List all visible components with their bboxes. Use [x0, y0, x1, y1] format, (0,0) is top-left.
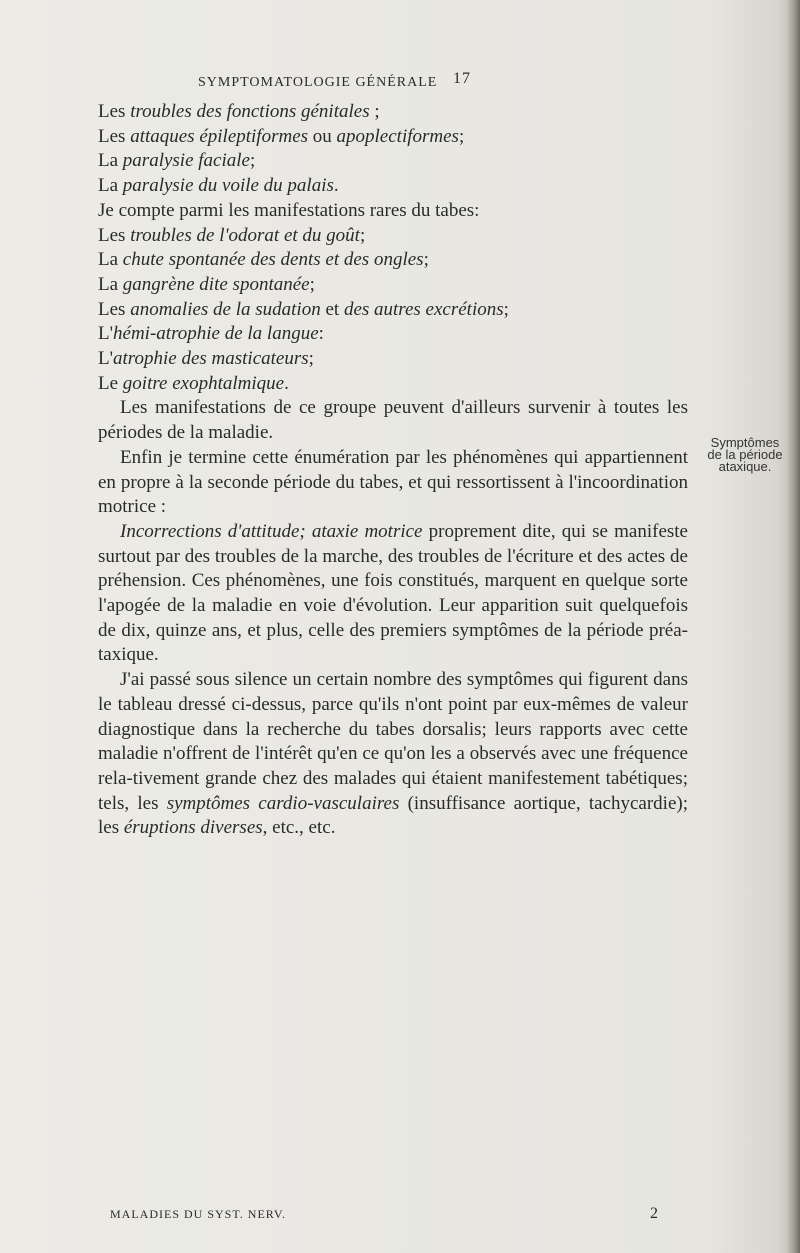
list-item: Les troubles de l'odorat et du goût;: [98, 224, 366, 246]
margin-note-line: ataxique.: [718, 459, 772, 474]
paragraph: Je compte parmi les manifestations rares du tabes:: [98, 199, 480, 221]
margin-note: [700, 437, 790, 473]
list-item: La chute spontanée des dents et des ongles;: [98, 249, 429, 271]
paragraph: Enfin je termine cette énumération par les phénomènes qui appartiennent en propre à la seconde période du tabes, et qui ressortissent à l'incoordination motrice :: [98, 446, 688, 518]
page-edge: [786, 0, 800, 1253]
paragraph: Incorrections d'attitude; ataxie motrice proprement dite, qui se manifeste surtout par des troubles de la marche, des troubles de l'écriture et des actes de préhension. Ces phénomènes, une fois constitués, marquent en quelque sorte l'apogée de la maladie en voie d'évolution. Leur apparition suit quelquefois de dix, quinze ans, et plus, celle des premiers symptômes de la période préa-taxique.: [98, 520, 688, 666]
footer: [110, 1205, 659, 1222]
margin-note-line: de la période: [707, 447, 783, 462]
list-item: L'atrophie des masticateurs;: [98, 348, 314, 370]
paragraph: Les manifestations de ce groupe peuvent d'ailleurs survenir à toutes les périodes de la maladie.: [98, 397, 688, 444]
list-item: Les attaques épileptiformes ou apoplectiformes;: [98, 125, 465, 147]
signature-mark: 2: [650, 1205, 659, 1222]
margin-note-line: Symptômes: [710, 435, 780, 450]
body-text: [98, 100, 688, 841]
list-item: L'hémi-atrophie de la langue:: [98, 323, 324, 345]
footer-text: MALADIES DU SYST. NERV.: [110, 1207, 286, 1221]
list-item: La gangrène dite spontanée;: [98, 273, 315, 295]
list-item: Les troubles des fonctions génitales ;: [98, 101, 380, 122]
paragraph: J'ai passé sous silence un certain nombre des symptômes qui figurent dans le tableau dressé ci-dessus, parce qu'ils n'ont point par eux-mêmes de valeur diagnostique dans la recherche du tabes dorsalis; leurs rapports avec cette maladie n'offrent de l'intérêt qu'en ce qu'on les a observés avec une fréquence rela-tivement grande chez des malades qui étaient manifestement tabétiques; tels, les symptômes cardio-vasculaires (insuffisance aortique, tachycardie); les éruptions diverses, etc., etc.: [98, 669, 688, 839]
running-title: SYMPTOMATOLOGIE GÉNÉRALE: [198, 75, 438, 90]
list-item: Les anomalies de la sudation et des autres excrétions;: [98, 298, 509, 320]
list-item: La paralysie faciale;: [98, 150, 256, 172]
page-number: 17: [453, 70, 471, 87]
list-item: Le goitre exophtalmique.: [98, 372, 289, 394]
list-item: La paralysie du voile du palais.: [98, 175, 339, 197]
